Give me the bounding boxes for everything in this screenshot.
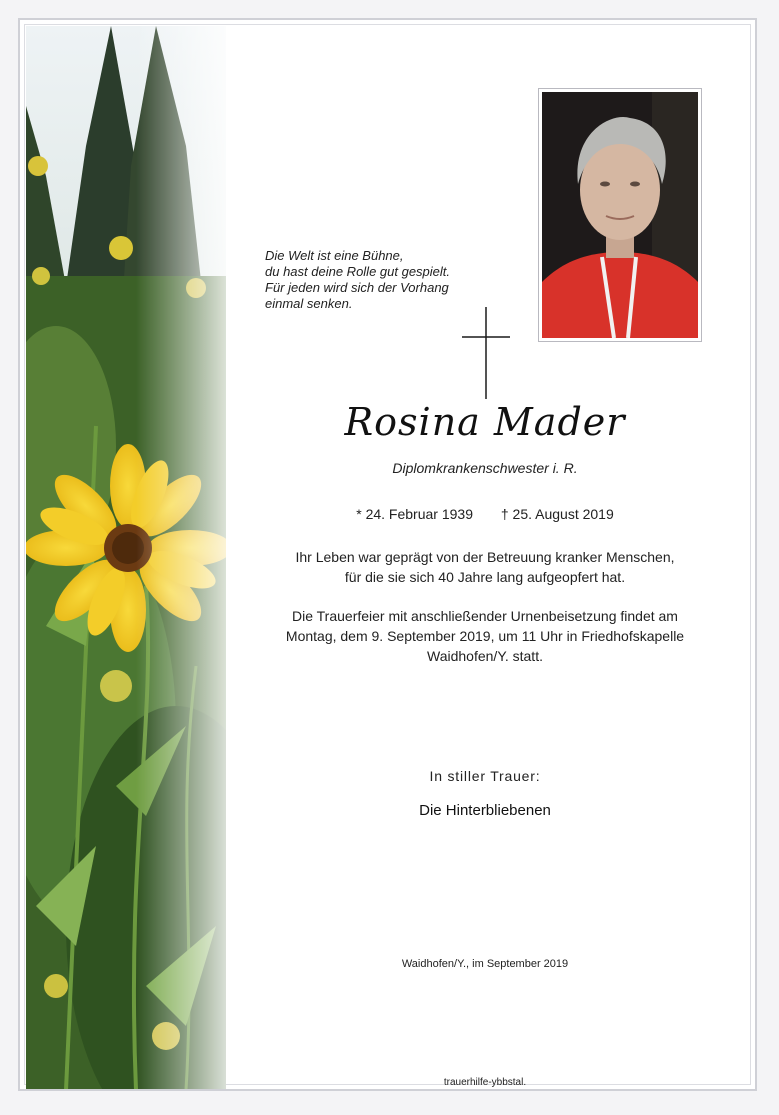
mourning-heading: In stiller Trauer: [429,768,541,784]
text-line: Ihr Leben war geprägt von der Betreuung kranker Menschen, [295,549,675,565]
text-line: Waidhofen/Y. statt. [427,648,543,664]
funeral-announcement [240,606,730,666]
text-line: Montag, dem 9. September 2019, um 11 Uhr in Friedhofskapelle [285,628,685,644]
poem-line: Die Welt ist eine Bühne, [265,248,404,263]
deceased-name: Rosina Mader [344,400,626,444]
latin-cross-icon [460,307,512,399]
poem-line: einmal senken. [265,296,353,311]
footer-credit: trauerhilfe-ybbstal. [443,1077,527,1088]
text-line: Die Trauerfeier mit anschließender Urnenbeisetzung findet am [292,608,678,624]
bereaved-signature: Die Hinterbliebenen [419,802,551,819]
photo-fade-overlay [136,26,226,1090]
obituary-card [18,18,757,1091]
portrait-photo [538,88,702,342]
poem [265,248,505,312]
poem-line: du hast deine Rolle gut gespielt. [265,264,451,279]
death-date: † 25. August 2019 [500,506,614,522]
profession: Diplomkrankenschwester i. R. [392,460,578,476]
birth-date: * 24. Februar 1939 [356,506,473,522]
place-date: Waidhofen/Y., im September 2019 [401,958,569,970]
text-line: für die sie sich 40 Jahre lang aufgeopfert hat. [344,569,626,585]
poem-line: Für jeden wird sich der Vorhang [265,280,449,295]
life-description [240,547,730,587]
life-dates [240,506,730,522]
sunflower-photo [26,26,226,1090]
